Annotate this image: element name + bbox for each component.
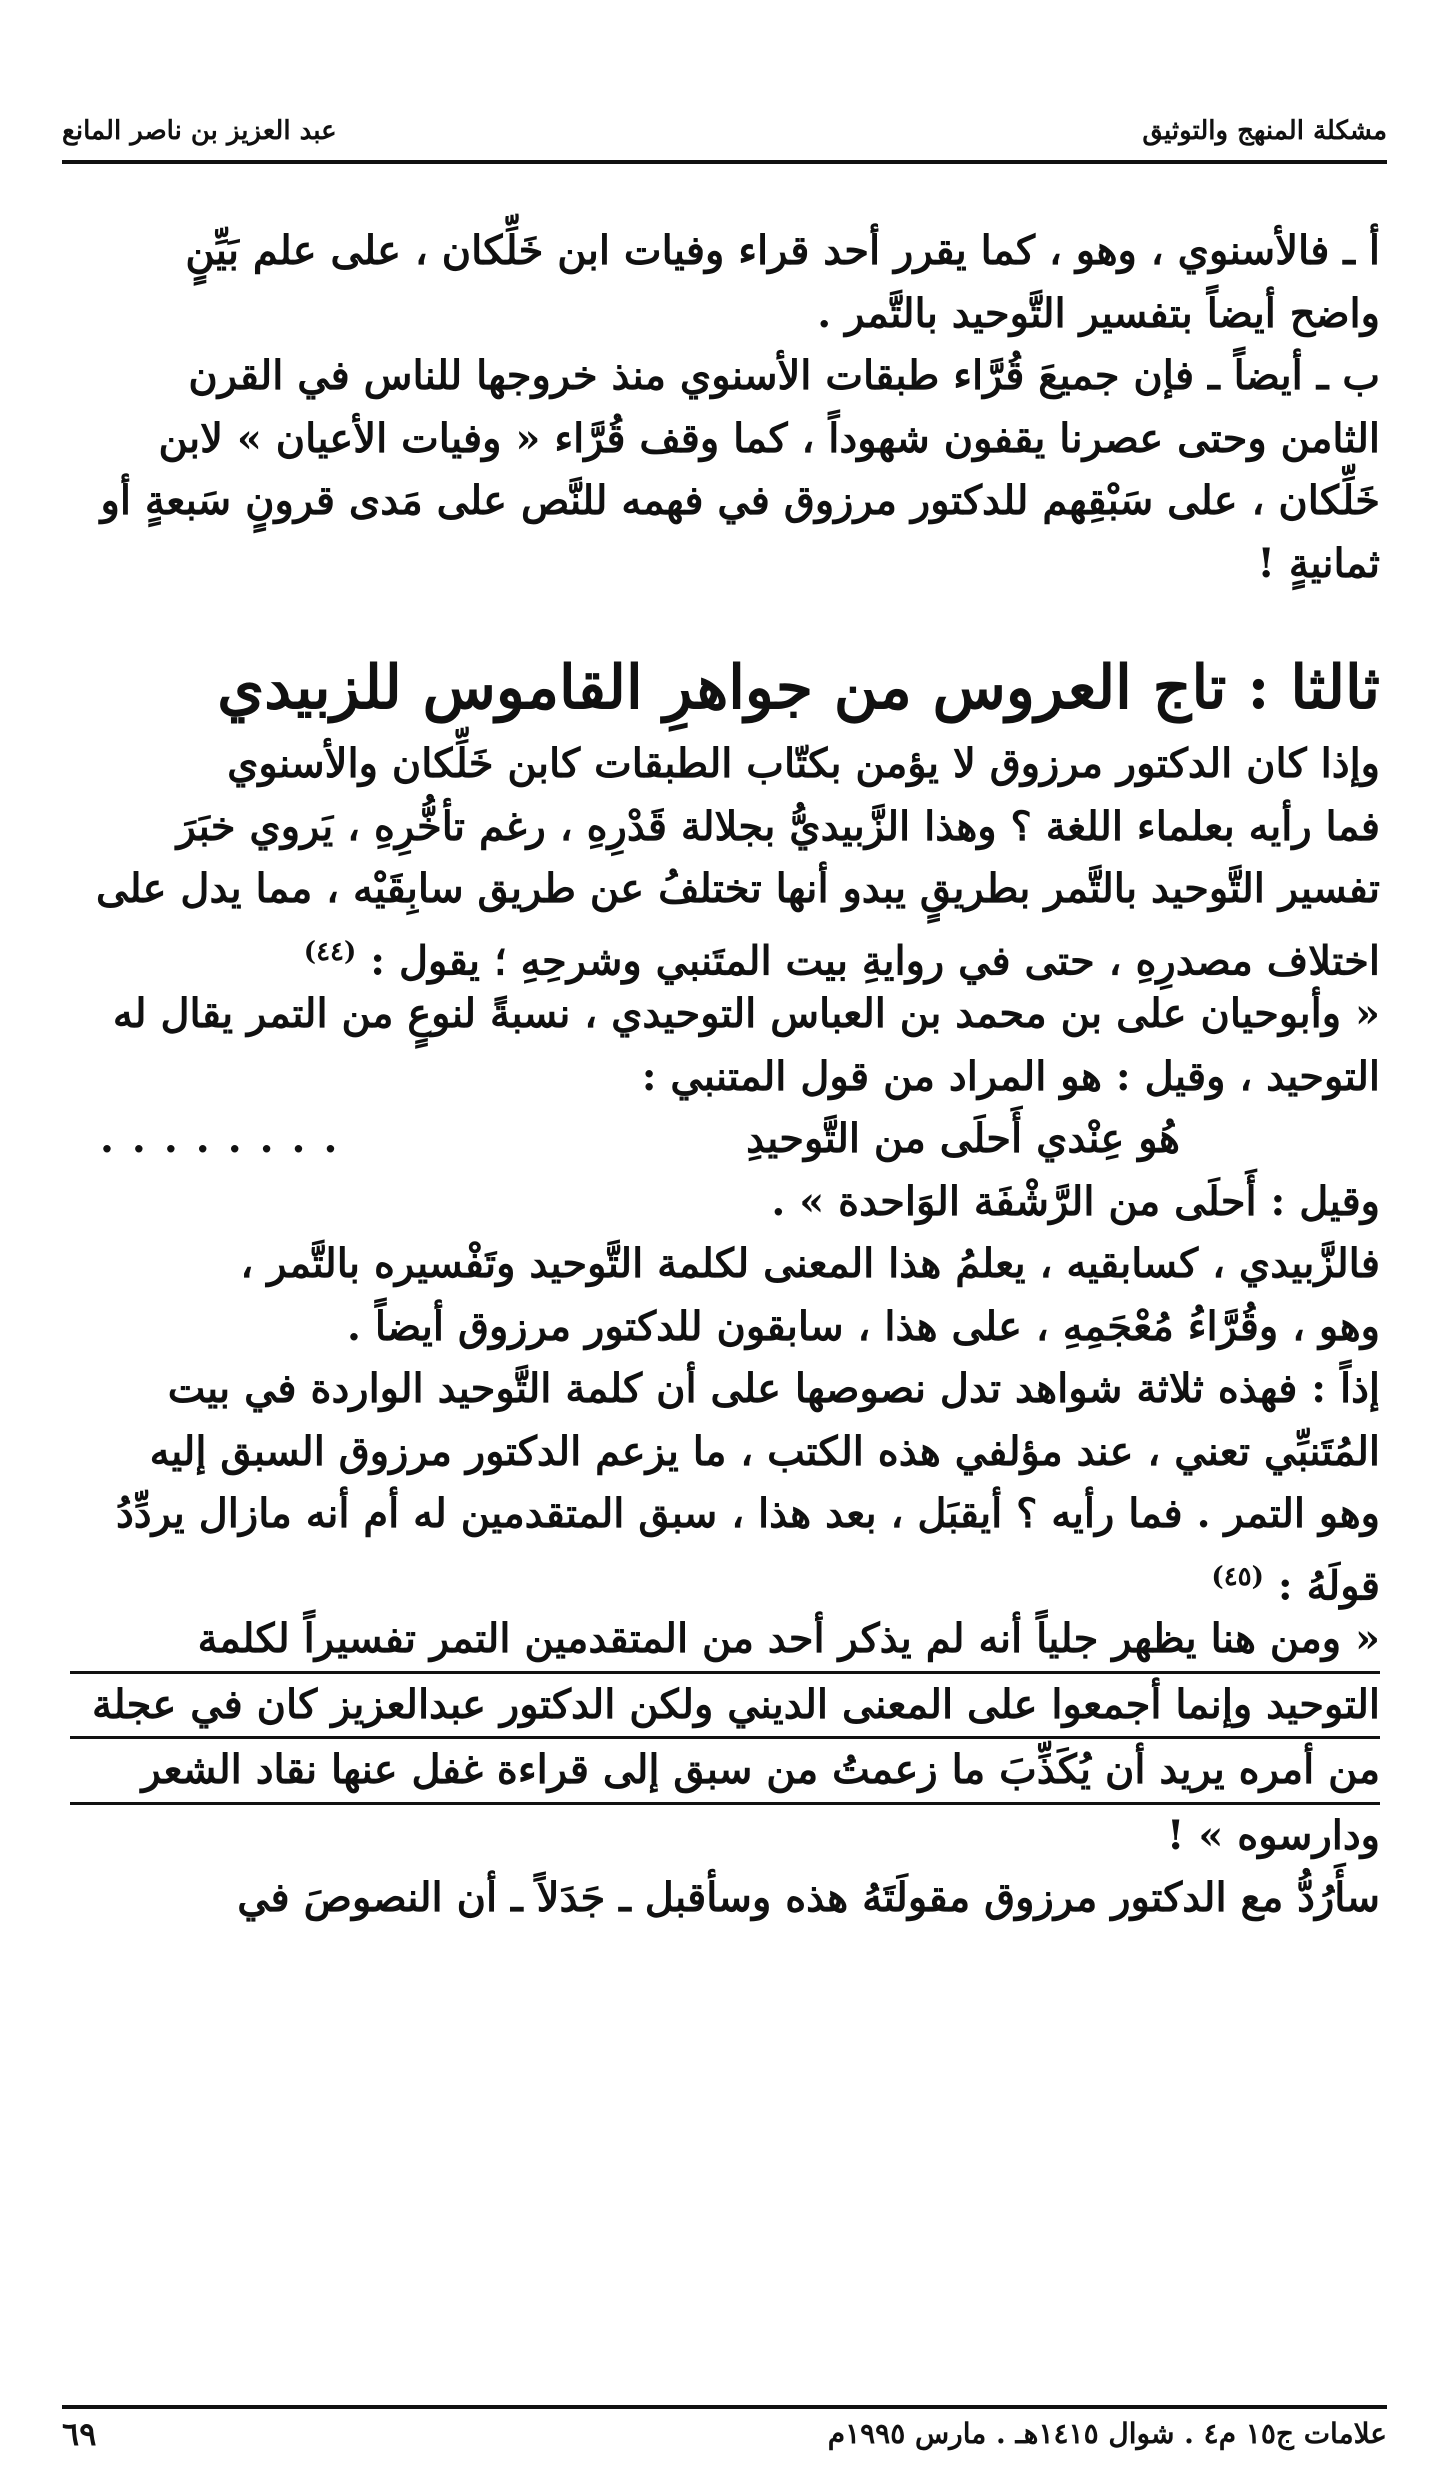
text-line: الثامن وحتى عصرنا يقفون شهوداً ، كما وقف قُرَّاء « وفيات الأعيان » لابن [158,414,1380,462]
body-text [70,220,1380,1930]
verse-hemistich: هُو عِنْدي أَحلَى من التَّوحيدِ [746,1115,1180,1162]
text-line: ب ـ أيضاً ـ فإن جميعَ قُرَّاء طبقات الأسنوي منذ خروجها للناس في القرن [188,352,1380,399]
text-line: المُتَنبِّي تعني ، عند مؤلفي هذه الكتب ، ما يزعم الدكتور مرزوق السبق إليه [149,1427,1380,1475]
footnote-ref-45: (٤٥) [1211,1561,1264,1592]
text-line: وهو التمر . فما رأيه ؟ أيقبَل ، بعد هذا ، سبق المتقدمين له أم أنه مازال يردِّدُ [115,1490,1380,1537]
running-title: مشكلة المنهج والتوثيق [1142,116,1387,146]
text-line: تفسير التَّوحيد بالتَّمر بطريقٍ يبدو أنها تختلفُ عن طريق سابِقَيْه ، مما يدل على [96,865,1380,912]
text-line: فالزَّبيدي ، كسابقيه ، يعلمُ هذا المعنى لكلمة التَّوحيد وتَفْسيره بالتَّمر ، [240,1240,1380,1287]
section-spacer [70,595,1380,643]
running-author: عبد العزيز بن ناصر المانع [62,116,337,146]
poetry-verse [70,1108,1380,1171]
text-line: فما رأيه بعلماء اللغة ؟ وهذا الزَّبيديُّ بجلالة قَدْرِهِ ، رغم تأخُّرِهِ ، يَروي خبَرَ [176,802,1380,850]
text-line [70,921,1380,984]
footnote-ref-44: (٤٤) [303,936,357,967]
underlined-quote-line: التوحيد وإنما أجمعوا على المعنى الديني ولكن الدكتور عبدالعزيز كان في عجلة [70,1674,1380,1740]
text-line: واضح أيضاً بتفسير التَّوحيد بالتَّمر . [817,289,1380,337]
page-number: ٦٩ [62,2415,97,2453]
text-line: سأَرُدُّ مع الدكتور مرزوق مقولَتَهُ هذه وسأقبل ـ جَدَلاً ـ أن النصوصَ في [237,1874,1380,1921]
quote-line: التوحيد ، وقيل : هو المراد من قول المتنبي : [641,1052,1380,1100]
text-line [70,1546,1380,1609]
text-line: إذاً : فهذه ثلاثة شواهد تدل نصوصها على أن كلمة التَّوحيد الواردة في بيت [167,1365,1380,1412]
section-heading: ثالثا : تاج العروس من جواهرِ القاموس للزبيدي [217,653,1380,723]
text-segment: اختلاف مصدرِهِ ، حتى في روايةِ بيت المتَنبي وشرحِهِ ؛ يقول : [370,936,1380,984]
journal-citation: علامات ج١٥ م٤ . شوال ١٤١٥هـ . مارس ١٩٩٥م [827,2417,1387,2450]
text-line: خَلِّكان ، على سَبْقِهم للدكتور مرزوق في فهمه للنَّص على مَدى قرونٍ سَبعةٍ أو [100,477,1380,524]
page-footer [62,2405,1387,2459]
underlined-quote-line: من أمره يريد أن يُكَذِّبَ ما زعمتُ من سبق إلى قراءة غفل عنها نقاد الشعر [70,1739,1380,1805]
text-line: ثمانيةٍ ! [1257,539,1380,587]
verse-ellipsis: ........ [100,1115,356,1162]
quote-line: « وأبوحيان على بن محمد بن العباس التوحيدي ، نسبةً لنوعٍ من التمر يقال له [112,990,1380,1037]
text-line: وهو ، وقُرَّاءُ مُعْجَمِهِ ، على هذا ، سابقون للدكتور مرزوق أيضاً . [347,1302,1380,1350]
underlined-quote-line: « ومن هنا يظهر جلياً أنه لم يذكر أحد من المتقدمين التمر تفسيراً لكلمة [70,1608,1380,1674]
quote-line: ودارسوه » ! [1166,1811,1380,1859]
quote-line: وقيل : أَحلَى من الرَّشْفَة الوَاحدة » . [771,1177,1380,1225]
text-line: وإذا كان الدكتور مرزوق لا يؤمن بكتّاب الطبقات كابن خَلِّكان والأسنوي [227,740,1380,787]
text-line: أ ـ فالأسنوي ، وهو ، كما يقرر أحد قراء وفيات ابن خَلِّكان ، على علم بَيِّنٍ [185,227,1380,274]
page-header [62,110,1387,164]
text-segment: قولَهُ : [1277,1561,1380,1609]
